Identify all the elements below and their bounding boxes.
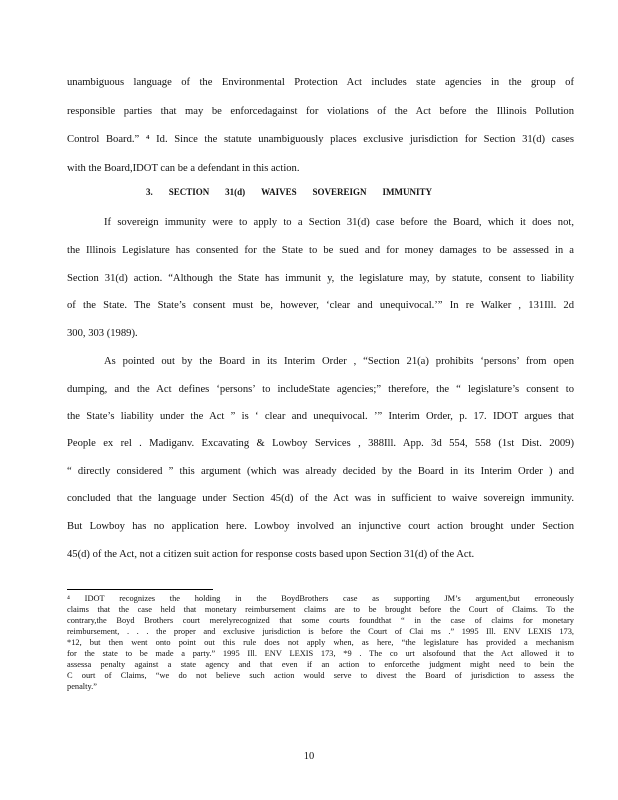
footnote-line: claims that the case held that monetary reimbursement claims are to be brought before the Court of Claims. To the xyxy=(67,605,574,614)
paragraph-line: dumping, and the Act defines ‘persons’ to includeState agencies;” therefore, the “ legislature’s consent to xyxy=(67,384,574,395)
paragraph-line: If sovereign immunity were to apply to a Section 31(d) case before the Board, which it does not, xyxy=(104,217,574,228)
paragraph-line: As pointed out by the Board in its Interim Order , “Section 21(a) prohibits ‘persons’ from open xyxy=(104,356,574,367)
paragraph-line: People ex rel . Madiganv. Excavating & Lowboy Services , 388Ill. App. 3d 554, 558 (1st Dist. 2009) xyxy=(67,438,574,449)
section-heading xyxy=(146,187,432,197)
paragraph-line: 45(d) of the Act, not a citizen suit action for response costs based upon Section 31(d) of the Act. xyxy=(67,549,475,560)
paragraph-line: But Lowboy has no application here. Lowboy involved an injunctive court action brought under Section xyxy=(67,521,574,532)
paragraph-line: “ directly considered ” this argument (which was already decided by the Board in its Interim Order ) and xyxy=(67,466,574,477)
body-line: Control Board.” ⁴ Id. Since the statute unambiguously places exclusive jurisdiction for Section 31(d) cases xyxy=(67,134,574,145)
heading-word: SOVEREIGN xyxy=(312,187,367,197)
footnote-line: *12, but then went onto point out this rule does not apply when, as here, “the legislature has provided a mechanism xyxy=(67,638,574,647)
footnote-divider xyxy=(67,589,213,590)
paragraph-line: concluded that the language under Section 45(d) of the Act was in sufficient to waive sovereign immunity. xyxy=(67,493,574,504)
paragraph-line: Section 31(d) action. “Although the State has immunit y, the legislature may, by statute, consent to liability xyxy=(67,273,574,284)
paragraph-line: the State’s liability under the Act ” is ‘ clear and unequivocal. ’” Interim Order, p. 17. IDOT argues that xyxy=(67,411,574,422)
body-line: with the Board,IDOT can be a defendant in this action. xyxy=(67,163,300,174)
body-line: unambiguous language of the Environmental Protection Act includes state agencies in the group of xyxy=(67,77,574,88)
paragraph-line: 300, 303 (1989). xyxy=(67,328,138,339)
footnote-line: for the state to be made a party.” 1995 Ill. ENV LEXIS 173, *9 . The co urt alsofound that the Act allowed it to xyxy=(67,649,574,658)
footnote-line: reimbursement, . . . the proper and exclusive jurisdiction is before the Court of Clai ms .” 1995 Ill. ENV LEXIS 173, xyxy=(67,627,574,636)
page-number: 10 xyxy=(303,751,315,762)
paragraph-line: of the State. The State’s consent must be, however, ‘clear and unequivocal.’” In re Walker , 131Ill. 2d xyxy=(67,300,574,311)
footnote-line: ⁴ IDOT recognizes the holding in the BoydBrothers case as supporting JM’s argument,but erroneously xyxy=(67,594,574,603)
footnote-line: penalty.” xyxy=(67,682,97,691)
heading-number: 3. xyxy=(146,187,153,197)
footnote-line: assessa penalty against a state agency and that even if an action to enforcethe judgment might need to bein the xyxy=(67,660,574,669)
body-line: responsible parties that may be enforcedagainst for violations of the Act before the Illinois Pollution xyxy=(67,106,574,117)
heading-word: 31(d) xyxy=(225,187,246,197)
footnote-line: C ourt of Claims, “we do not believe such action would serve to divest the Board of jurisdiction to assess the xyxy=(67,671,574,680)
paragraph-line: the Illinois Legislature has consented for the State to be sued and for money damages to be assessed in a xyxy=(67,245,574,256)
heading-word: IMMUNITY xyxy=(382,187,432,197)
footnote-line: contrary,the Boyd Brothers court merelyrecognized that some courts foundthat “ in the case of claims for monetary xyxy=(67,616,574,625)
heading-word: SECTION xyxy=(168,187,210,197)
heading-word: WAIVES xyxy=(261,187,297,197)
